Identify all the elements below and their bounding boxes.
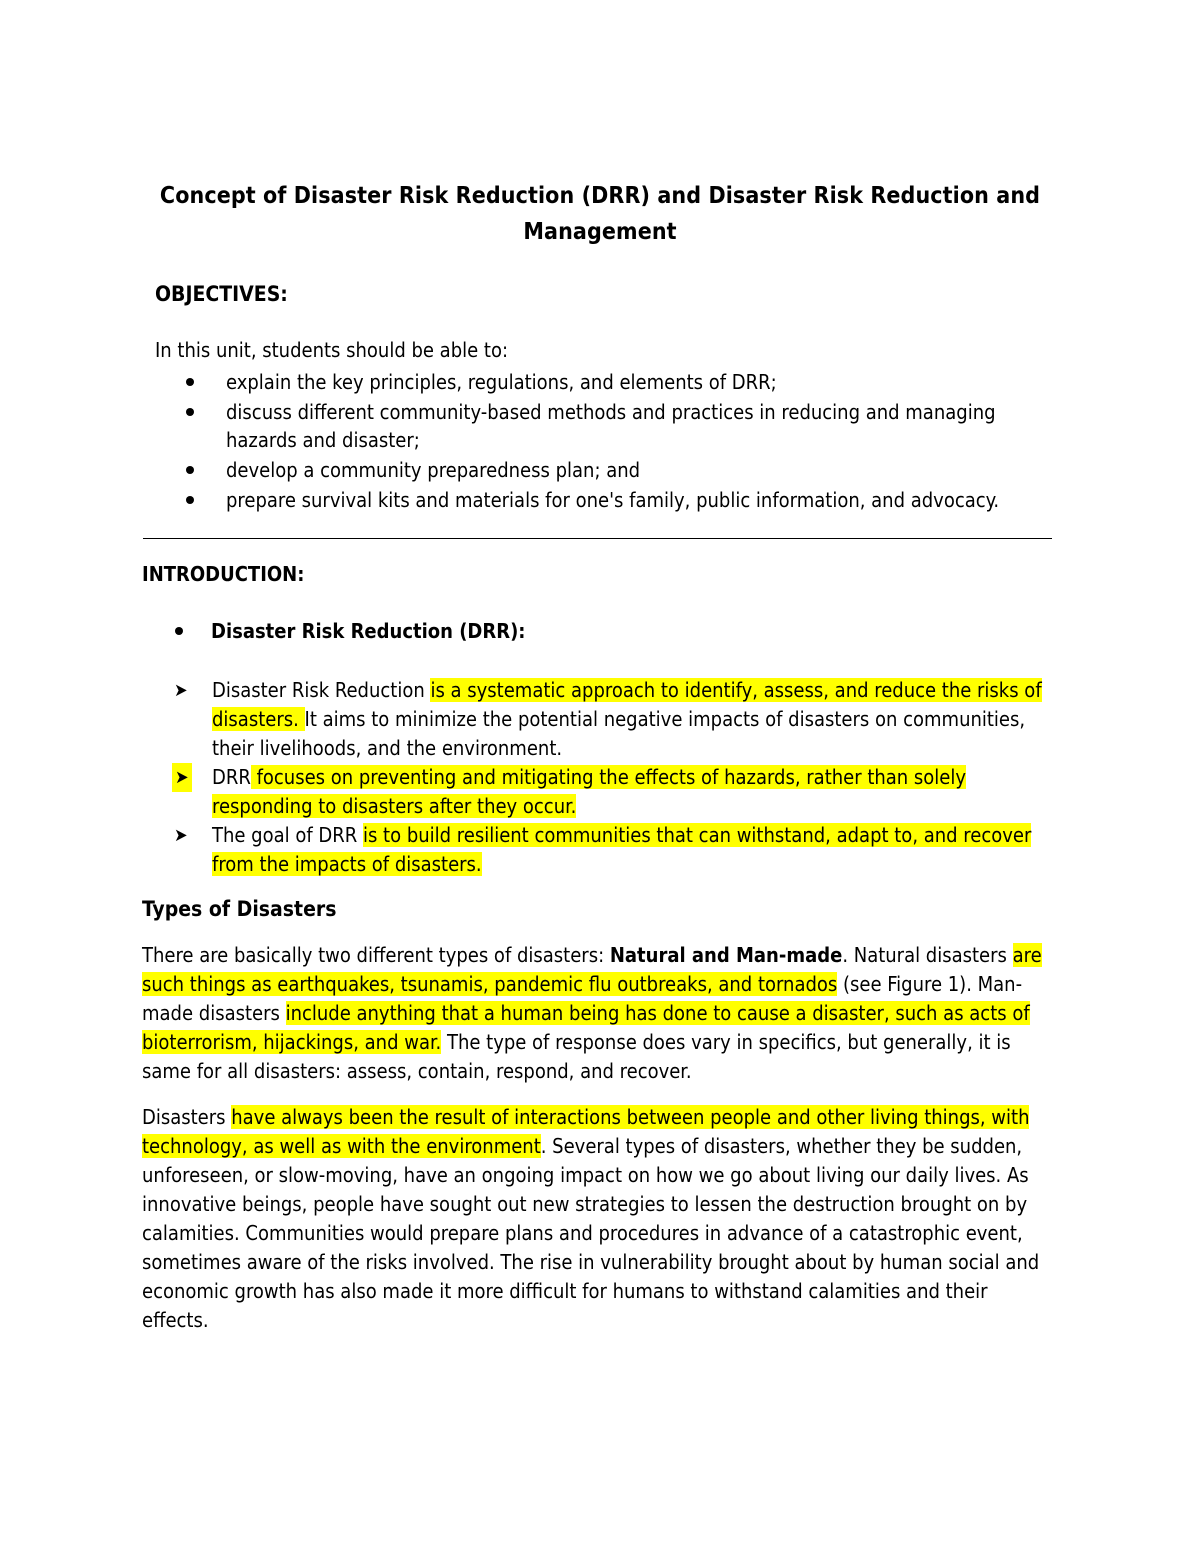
types-heading: Types of Disasters (142, 897, 337, 921)
bold-text: Natural and Man-made (609, 943, 843, 967)
list-item: discuss different community-based methods and practices in reducing and managing hazards and disaster; (186, 398, 1046, 454)
objectives-heading: OBJECTIVES: (155, 282, 288, 306)
list-item: ➤ Disaster Risk Reduction is a systematic approach to identify, assess, and reduce the risks of disasters. It aims to minimize the potential negative impacts of disasters on communities, their livelihoods, and the environment. (174, 678, 1042, 760)
bullet-icon (186, 496, 194, 504)
arrow-bullet-icon: ➤ (174, 680, 188, 701)
highlighted-text: is to build resilient communities that can withstand, adapt to, and recover from the impacts of disasters. (212, 823, 1032, 876)
bullet-icon (186, 466, 194, 474)
introduction-heading: INTRODUCTION: (142, 562, 305, 586)
types-paragraph-2: Disasters have always been the result of interactions between people and other living things, with technology, as well as with the environment. Several types of disasters, whether they be sudden, unforeseen, or slow-moving, have an ongoing impact on how we go about living our daily lives. As innovative beings, people have sought out new strategies to lessen the destruction brought on by calamities. Communities would prepare plans and procedures in advance of a catastrophic event, sometimes aware of the risks involved. The rise in vulnerability brought about by human social and economic growth has also made it more difficult for humans to withstand calamities and their effects. (142, 1105, 1040, 1332)
drr-subheading: Disaster Risk Reduction (DRR): (175, 619, 526, 643)
bullet-icon (175, 627, 183, 635)
highlighted-text: have always been the result of interactions between people and other living things, with technology, as well as with the environment (142, 1105, 1030, 1158)
horizontal-divider (143, 538, 1052, 539)
objectives-list (186, 368, 1046, 516)
list-item: prepare survival kits and materials for one's family, public information, and advocacy. (186, 486, 1046, 514)
highlighted-text: is a systematic approach to identify, assess, and reduce the risks of disasters. (212, 678, 1042, 731)
arrow-bullet-icon: ➤ (174, 825, 188, 846)
title-line-1: Concept of Disaster Risk Reduction (DRR) and Disaster Risk Reduction and (159, 183, 1041, 209)
drr-points-list (172, 676, 1072, 879)
list-item: ➤ DRR focuses on preventing and mitigating the effects of hazards, rather than solely responding to disasters after they occur. (172, 763, 1072, 821)
highlighted-text: focuses on preventing and mitigating the effects of hazards, rather than solely responding to disasters after they occur. (212, 765, 967, 818)
objectives-intro: In this unit, students should be able to: (155, 338, 509, 362)
list-item: develop a community preparedness plan; and (186, 456, 1046, 484)
bullet-icon (186, 408, 194, 416)
highlighted-text: include anything that a human being has done to cause a disaster, such as acts of bioterrorism, hijackings, and war. (142, 1001, 1030, 1054)
title-line-2: Management (523, 219, 677, 245)
list-item: explain the key principles, regulations, and elements of DRR; (186, 368, 1046, 396)
document-title (140, 178, 1060, 250)
arrow-bullet-icon: ➤ (172, 763, 192, 792)
highlighted-text: are such things as earthquakes, tsunamis, pandemic flu outbreaks, and tornados (142, 943, 1042, 996)
types-paragraph-1: There are basically two different types of disasters: Natural and Man-made. Natural disasters are such things as earthquakes, tsunamis, pandemic flu outbreaks, and tornados (see Figure 1). Man-made disasters include anything that a human being has done to cause a disaster, such as acts of bioterrorism, hijackings, and war. The type of response does vary in specifics, but generally, it is same for all disasters: assess, contain, respond, and recover. (142, 943, 1042, 1083)
list-item: ➤ The goal of DRR is to build resilient communities that can withstand, adapt to, and recover from the impacts of disasters. (174, 823, 1032, 876)
bullet-icon (186, 378, 194, 386)
